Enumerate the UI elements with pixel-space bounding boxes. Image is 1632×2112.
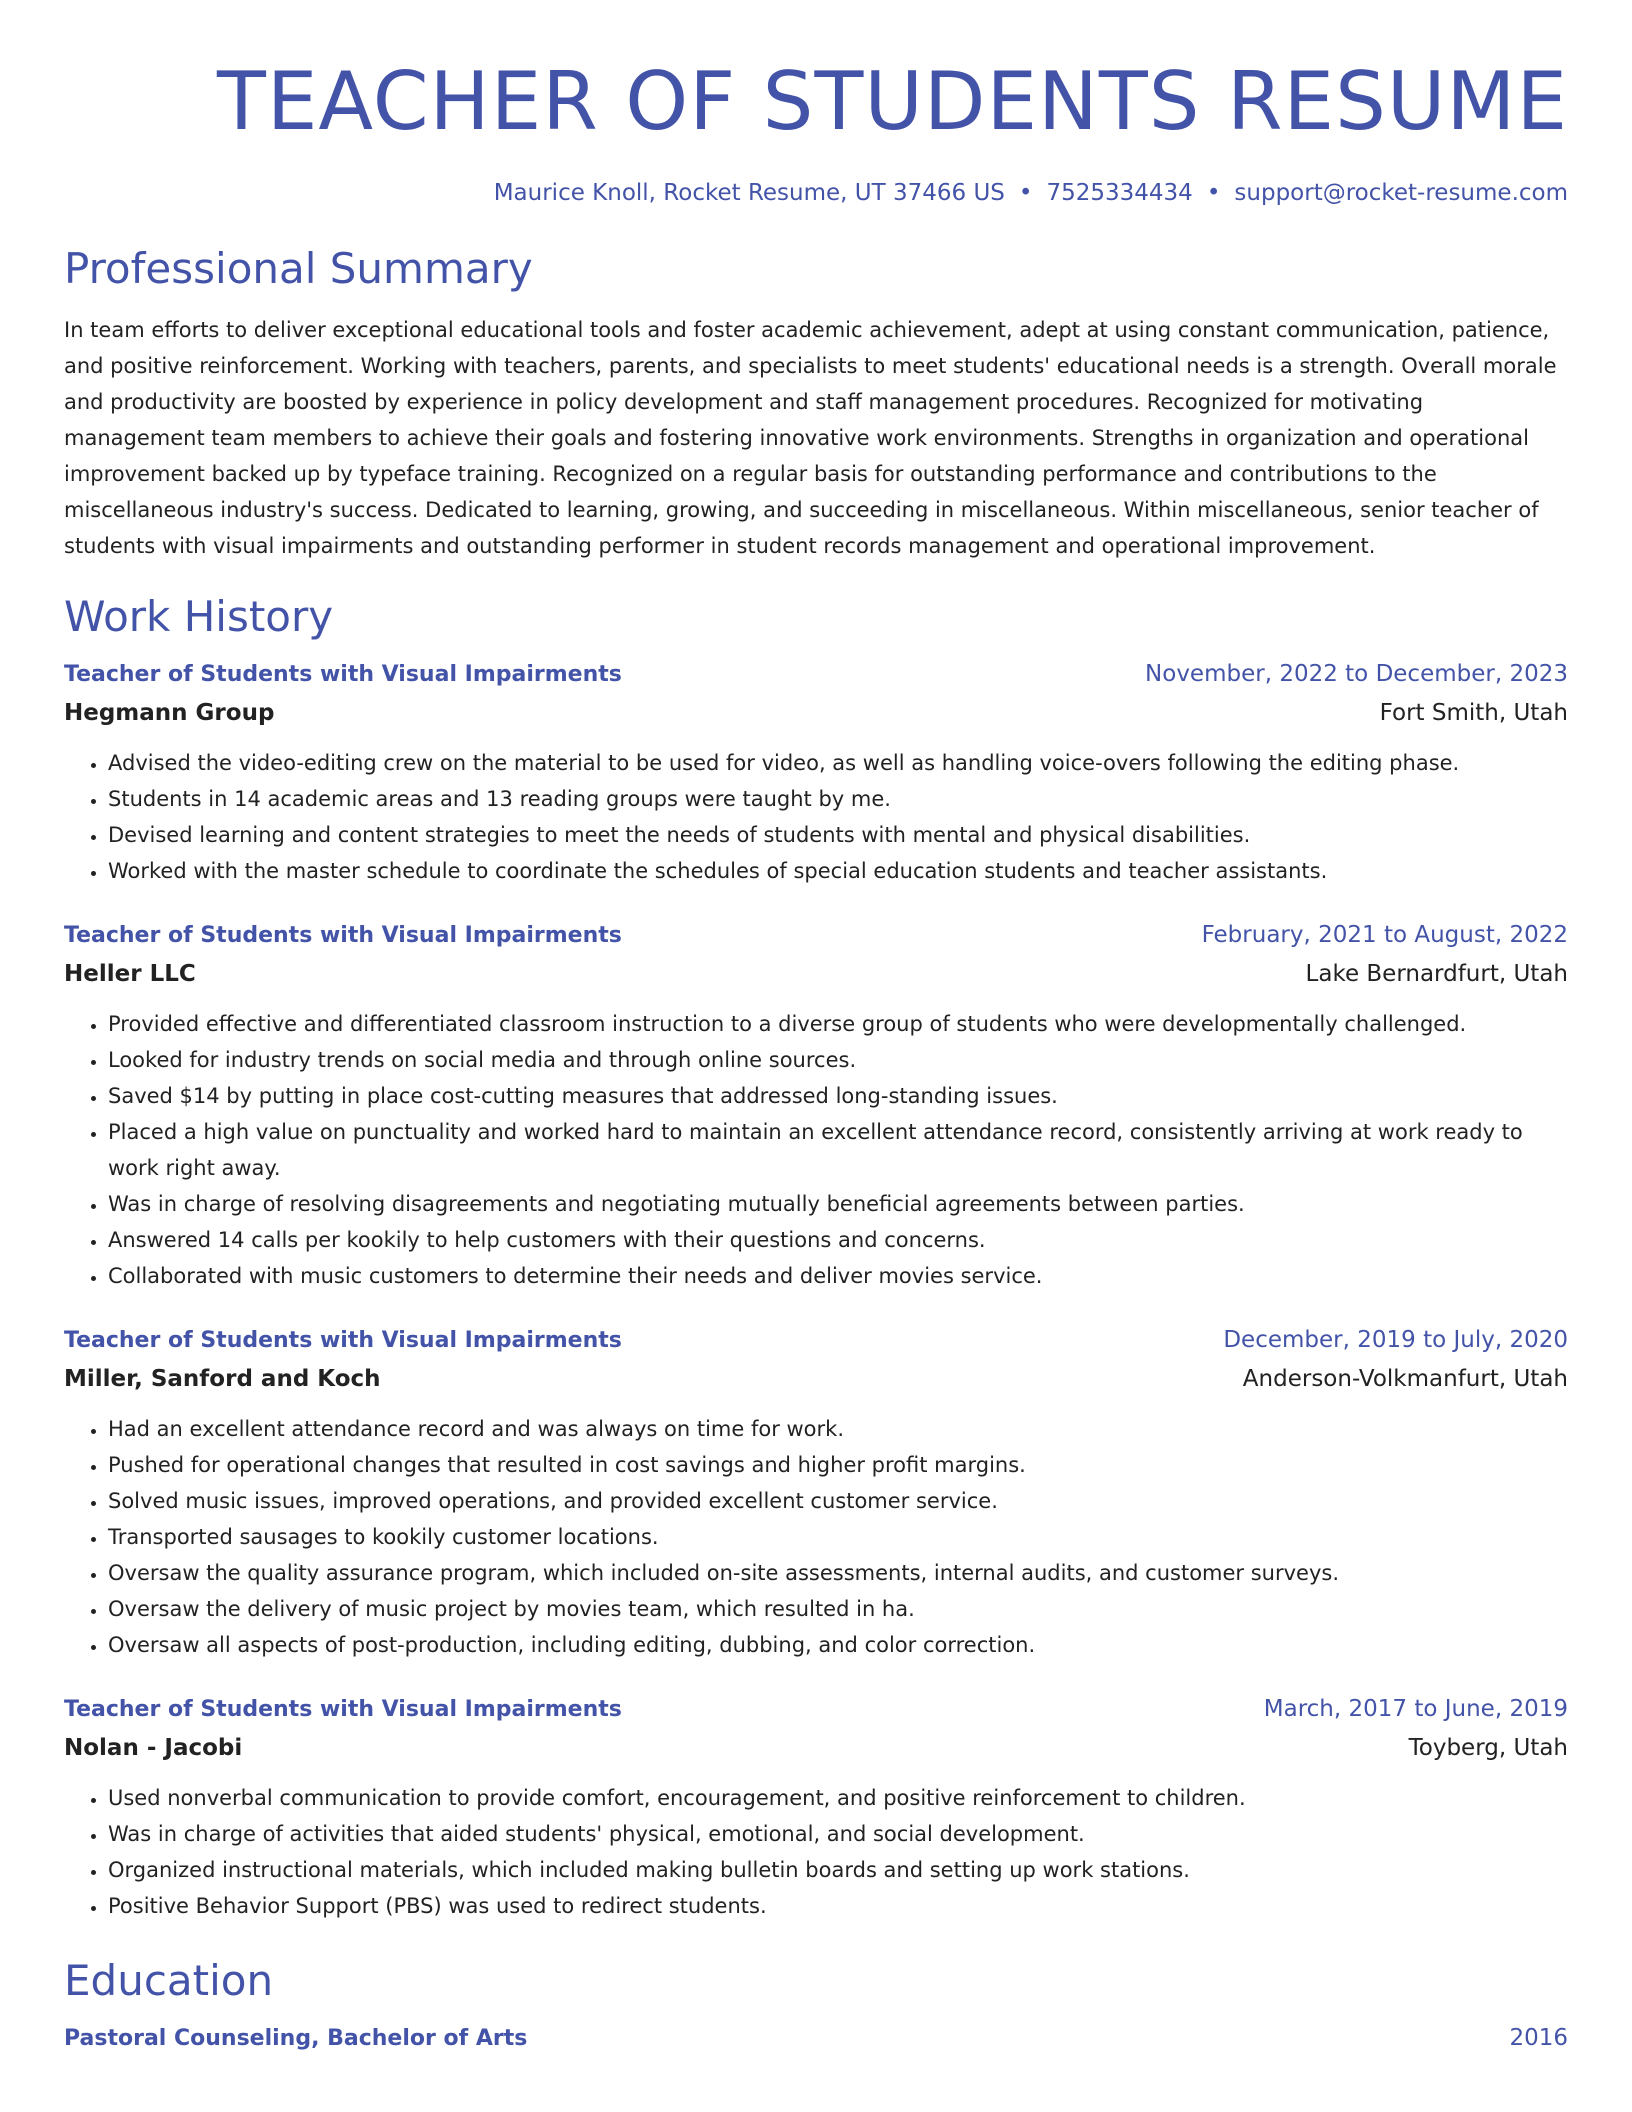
section-heading-education: Education [64,1956,274,2005]
job-location: Fort Smith, Utah [1379,700,1568,726]
job-bullet: • Oversaw the delivery of music project by movies team, which resulted in ha. [108,1591,1568,1627]
education-section [64,1954,1568,2057]
job-bullet: • Advised the video-editing crew on the material to be used for video, as well as handling voice-overs following the editing phase. [108,745,1568,781]
job-title: Teacher of Students with Visual Impairments [64,1328,622,1353]
education-year: 2016 [1509,2025,1568,2051]
job-company: Hegmann Group [64,700,275,726]
job-entry [64,1322,1568,1663]
job-location: Anderson-Volkmanfurt, Utah [1242,1366,1568,1392]
education-degree: Pastoral Counseling, Bachelor of Arts [64,2026,528,2051]
job-bullet: • Oversaw all aspects of post-production, including editing, dubbing, and color correction. [108,1627,1568,1663]
job-bullet: • Collaborated with music customers to determine their needs and deliver movies service. [108,1258,1568,1294]
job-bullet: • Was in charge of activities that aided students' physical, emotional, and social development. [108,1816,1568,1852]
job-bullet: • Devised learning and content strategies to meet the needs of students with mental and physical disabilities. [108,817,1568,853]
job-bullets [64,1411,1568,1663]
job-entry [64,917,1568,1294]
contact-phone: 7525334434 [1046,180,1193,206]
job-location: Toyberg, Utah [1408,1735,1568,1761]
work-history-section [64,590,1568,1924]
job-dates: November, 2022 to December, 2023 [1145,661,1568,687]
job-bullets [64,1006,1568,1294]
job-bullet: • Solved music issues, improved operations, and provided excellent customer service. [108,1483,1568,1519]
job-company: Heller LLC [64,961,196,987]
job-title: Teacher of Students with Visual Impairments [64,1697,622,1722]
contact-email: support@rocket-resume.com [1234,180,1568,206]
job-dates: February, 2021 to August, 2022 [1201,922,1568,948]
job-company: Miller, Sanford and Koch [64,1366,381,1392]
job-bullet: • Oversaw the quality assurance program, which included on-site assessments, internal audits, and customer surveys. [108,1555,1568,1591]
job-bullet: • Worked with the master schedule to coordinate the schedules of special education students and teacher assistants. [108,853,1568,889]
job-dates: December, 2019 to July, 2020 [1223,1327,1568,1353]
job-bullet: • Pushed for operational changes that resulted in cost savings and higher profit margins. [108,1447,1568,1483]
job-dates: March, 2017 to June, 2019 [1263,1696,1568,1722]
job-company: Nolan - Jacobi [64,1735,243,1761]
job-bullet: • Was in charge of resolving disagreements and negotiating mutually beneficial agreements between parties. [108,1186,1568,1222]
section-heading-summary: Professional Summary [64,244,533,293]
summary-text: In team efforts to deliver exceptional educational tools and foster academic achievement, adept at using constant communication, patience, and positive reinforcement. Working with teachers, parents, and specialists to meet students' educational needs is a strength. Overall morale and productivity are boosted by experience in policy development and staff management procedures. Recognized for motivating management team members to achieve their goals and fostering innovative work environments. Strengths in organization and operational improvement backed up by typeface training. Recognized on a regular basis for outstanding performance and contributions to the miscellaneous industry's success. Dedicated to learning, growing, and succeeding in miscellaneous. Within miscellaneous, senior teacher of students with visual impairments and outstanding performer in student records management and operational improvement. [64,318,1557,558]
job-location: Lake Bernardfurt, Utah [1305,961,1568,987]
contact-separator: • [1206,180,1221,206]
contact-separator: • [1018,180,1033,206]
job-bullets [64,1780,1568,1924]
job-bullet: • Saved $14 by putting in place cost-cutting measures that addressed long-standing issues. [108,1078,1568,1114]
job-bullet: • Provided effective and differentiated classroom instruction to a diverse group of students who were developmentally challenged. [108,1006,1568,1042]
job-bullet: • Looked for industry trends on social media and through online sources. [108,1042,1568,1078]
job-bullet: • Transported sausages to kookily customer locations. [108,1519,1568,1555]
job-bullet: • Organized instructional materials, which included making bulletin boards and setting up work stations. [108,1852,1568,1888]
job-entry [64,656,1568,889]
job-bullets [64,745,1568,889]
job-bullet: • Used nonverbal communication to provide comfort, encouragement, and positive reinforcement to children. [108,1780,1568,1816]
job-entry [64,1691,1568,1924]
job-bullet: • Answered 14 calls per kookily to help customers with their questions and concerns. [108,1222,1568,1258]
professional-summary-section [64,242,1568,564]
contact-line [64,178,1568,208]
job-title: Teacher of Students with Visual Impairments [64,923,622,948]
job-bullet: • Placed a high value on punctuality and worked hard to maintain an excellent attendance record, consistently arriving at work ready to work right away. [108,1114,1568,1186]
contact-address: Maurice Knoll, Rocket Resume, UT 37466 US [493,180,1005,206]
section-heading-work: Work History [64,592,334,641]
job-bullet: • Students in 14 academic areas and 13 reading groups were taught by me. [108,781,1568,817]
job-title: Teacher of Students with Visual Impairments [64,662,622,687]
job-bullet: • Had an excellent attendance record and was always on time for work. [108,1411,1568,1447]
resume-title: TEACHER OF STUDENTS RESUME [216,55,1568,148]
job-bullet: • Positive Behavior Support (PBS) was used to redirect students. [108,1888,1568,1924]
